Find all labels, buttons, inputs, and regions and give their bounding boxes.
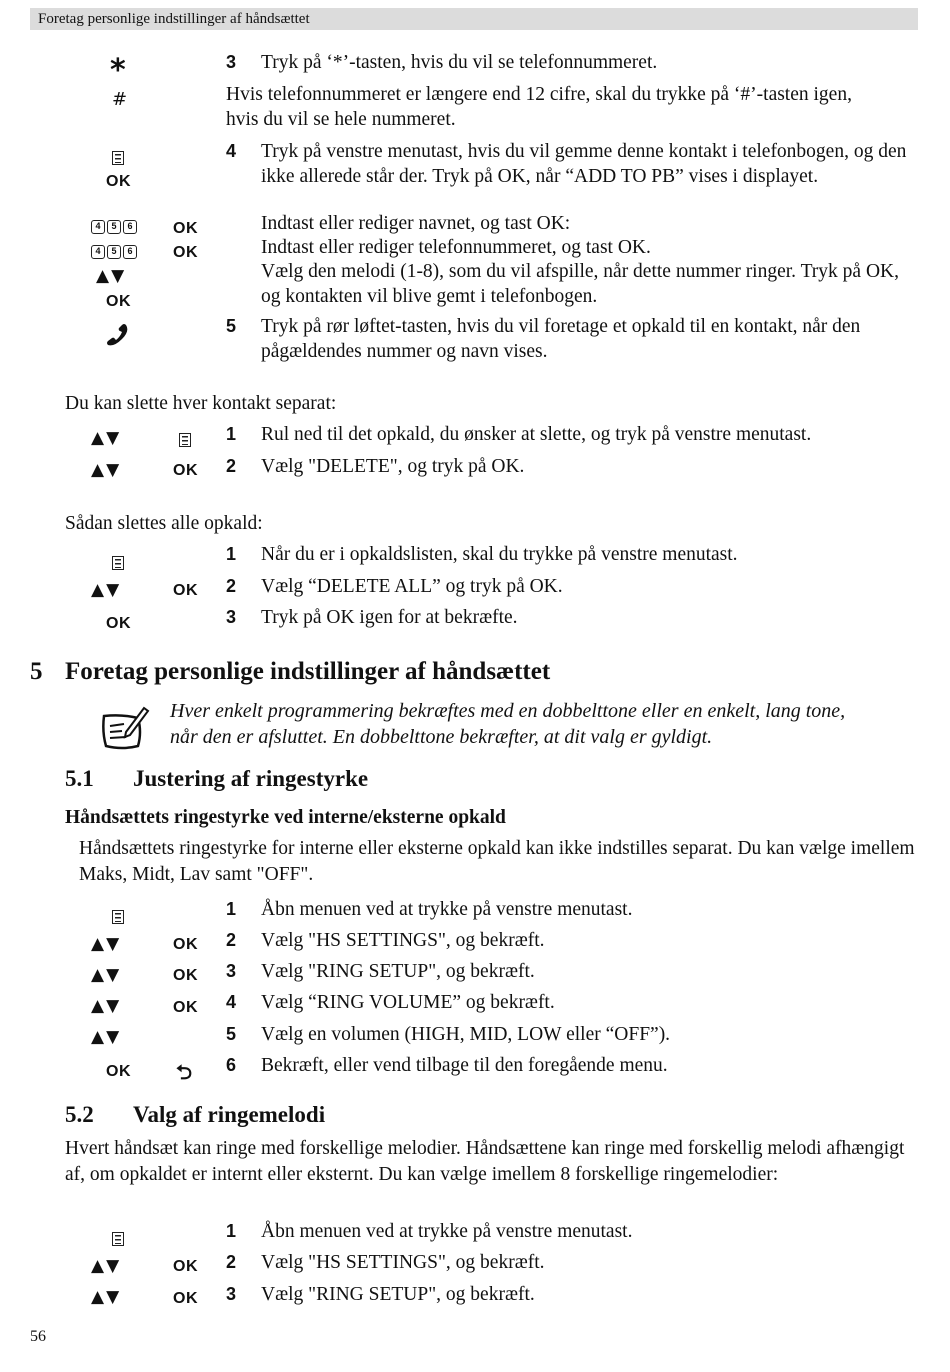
keypad-icon [91, 245, 137, 259]
ok-key-icon: OK [173, 462, 198, 479]
body-text: Håndsættets ringestyrke for interne eller eksterne opkald kan ikke indstilles separat. Du kan vælge imellem Maks, Midt, Lav samt "OFF". [79, 838, 915, 885]
body-text: Hvert håndsæt kan ringe med forskellige melodier. Håndsættene kan ringe med forskellig melodi afhængigt af, om opkaldet er internt eller eksternt. Du kan vælge imellem 8 forskellige ringemelodier: [65, 1138, 905, 1185]
ok-key-icon: OK [106, 293, 131, 310]
step-text: Åbn menuen ved at trykke på venstre menutast. [261, 899, 633, 920]
page-number: 56 [30, 1328, 46, 1345]
note-pad-icon [98, 702, 150, 752]
step-text: Åbn menuen ved at trykke på venstre menutast. [261, 1221, 633, 1242]
step-number: 2 [226, 456, 237, 476]
up-down-arrows-icon: ▲▼ [91, 996, 122, 1016]
up-down-arrows-icon: ▲▼ [91, 1256, 122, 1276]
section-intro: Du kan slette hver kontakt separat: [65, 393, 337, 414]
section-number: 5 [30, 658, 43, 685]
step-number: 3 [226, 52, 237, 72]
ok-key-icon: OK [173, 244, 198, 261]
ok-key-icon: OK [173, 967, 198, 984]
step-text: Vælg "RING SETUP", og bekræft. [261, 961, 535, 982]
subsection-number: 5.2 [65, 1102, 94, 1127]
section-intro: Sådan slettes alle opkald: [65, 513, 263, 534]
step-number: 1 [226, 544, 237, 564]
up-down-arrows-icon: ▲▼ [91, 934, 122, 954]
step-text: Rul ned til det opkald, du ønsker at slette, og tryk på venstre menutast. [261, 424, 812, 445]
step-text: Vælg "RING SETUP", og bekræft. [261, 1284, 535, 1305]
step-number: 4 [226, 141, 237, 161]
menu-key-icon [112, 151, 124, 165]
running-header: Foretag personlige indstillinger af håndsættet [30, 8, 918, 30]
key-4-icon: 4 [91, 245, 105, 259]
ok-key-icon: OK [106, 615, 131, 632]
back-key-icon: ⮌ [176, 1060, 193, 1084]
key-6-icon: 6 [123, 220, 137, 234]
section-title: Foretag personlige indstillinger af håndsættet [65, 658, 551, 685]
step-text: Tryk på ‘*’-tasten, hvis du vil se telefonnummeret. [261, 52, 658, 73]
step-text: Vælg en volumen (HIGH, MID, LOW eller “OFF”). [261, 1024, 671, 1045]
up-down-arrows-icon: ▲▼ [96, 266, 127, 286]
step-text: Vælg “RING VOLUME” og bekræft. [261, 992, 555, 1013]
note-text: Hver enkelt programmering bekræftes med en dobbelttone eller en enkelt, lang tone, når den er afsluttet. En dobbelttone bekræfter, at dit valg er gyldigt. [170, 700, 846, 748]
up-down-arrows-icon: ▲▼ [91, 1287, 122, 1307]
step-text: Tryk på OK igen for at bekræfte. [261, 607, 518, 628]
step-number: 5 [226, 1024, 237, 1044]
step-text: Vælg "DELETE", og tryk på OK. [261, 456, 525, 477]
menu-key-icon [112, 556, 124, 570]
step-text: Tryk på rør løftet-tasten, hvis du vil foretage et opkald til en kontakt, når den pågældendes nummer og navn vises. [261, 316, 861, 362]
subheading: Håndsættets ringestyrke ved interne/eksterne opkald [65, 807, 506, 828]
subsection-title: Valg af ringemelodi [133, 1102, 326, 1127]
step-text: Bekræft, eller vend tilbage til den foregående menu. [261, 1055, 668, 1076]
menu-key-icon [112, 1232, 124, 1246]
step-text: Vælg "HS SETTINGS", og bekræft. [261, 930, 545, 951]
step-number: 3 [226, 607, 237, 627]
up-down-arrows-icon: ▲▼ [91, 1027, 122, 1047]
key-4-icon: 4 [91, 220, 105, 234]
step-number: 1 [226, 899, 237, 919]
step-number: 2 [226, 930, 237, 950]
up-down-arrows-icon: ▲▼ [91, 580, 122, 600]
up-down-arrows-icon: ▲▼ [91, 428, 122, 448]
subsection-title: Justering af ringestyrke [133, 766, 369, 791]
ok-key-icon: OK [173, 1290, 198, 1307]
step-number: 1 [226, 424, 237, 444]
ok-key-icon: OK [173, 1258, 198, 1275]
ok-key-icon: OK [173, 999, 198, 1016]
step-number: 3 [226, 1284, 237, 1304]
keypad-icon [91, 220, 137, 234]
star-key-icon: * [110, 53, 126, 88]
step-number: 4 [226, 992, 237, 1012]
ok-key-icon: OK [106, 173, 131, 190]
hash-key-icon: # [112, 89, 128, 110]
step-line: Vælg den melodi (1-8), som du vil afspille, når dette nummer ringer. Tryk på OK, og kontakten vil blive gemt i telefonbogen. [261, 261, 899, 307]
ok-key-icon: OK [173, 936, 198, 953]
key-5-icon: 5 [107, 220, 121, 234]
menu-key-icon [112, 910, 124, 924]
subsection-number: 5.1 [65, 766, 94, 791]
step-text: Når du er i opkaldslisten, skal du trykke på venstre menutast. [261, 544, 738, 565]
step-number: 2 [226, 1252, 237, 1272]
step-number: 6 [226, 1055, 237, 1075]
step-number: 3 [226, 961, 237, 981]
up-down-arrows-icon: ▲▼ [91, 965, 122, 985]
ok-key-icon: OK [173, 582, 198, 599]
phone-handset-icon [104, 323, 130, 349]
key-6-icon: 6 [123, 245, 137, 259]
step-number: 2 [226, 576, 237, 596]
step-text: Tryk på venstre menutast, hvis du vil gemme denne kontakt i telefonbogen, og den ikke allerede står der. Tryk på OK, når “ADD TO PB” vises i displayet. [261, 141, 907, 187]
key-5-icon: 5 [107, 245, 121, 259]
step-line: Indtast eller rediger navnet, og tast OK: [261, 213, 571, 234]
step-text: Vælg “DELETE ALL” og tryk på OK. [261, 576, 563, 597]
up-down-arrows-icon: ▲▼ [91, 460, 122, 480]
menu-key-icon [179, 433, 191, 447]
ok-key-icon: OK [106, 1063, 131, 1080]
step-number: 1 [226, 1221, 237, 1241]
step-line: Indtast eller rediger telefonnummeret, og tast OK. [261, 237, 651, 258]
ok-key-icon: OK [173, 220, 198, 237]
step-number: 5 [226, 316, 237, 336]
step-note: Hvis telefonnummeret er længere end 12 cifre, skal du trykke på ‘#’-tasten igen, hvis du vil se hele nummeret. [226, 84, 852, 130]
step-text: Vælg "HS SETTINGS", og bekræft. [261, 1252, 545, 1273]
